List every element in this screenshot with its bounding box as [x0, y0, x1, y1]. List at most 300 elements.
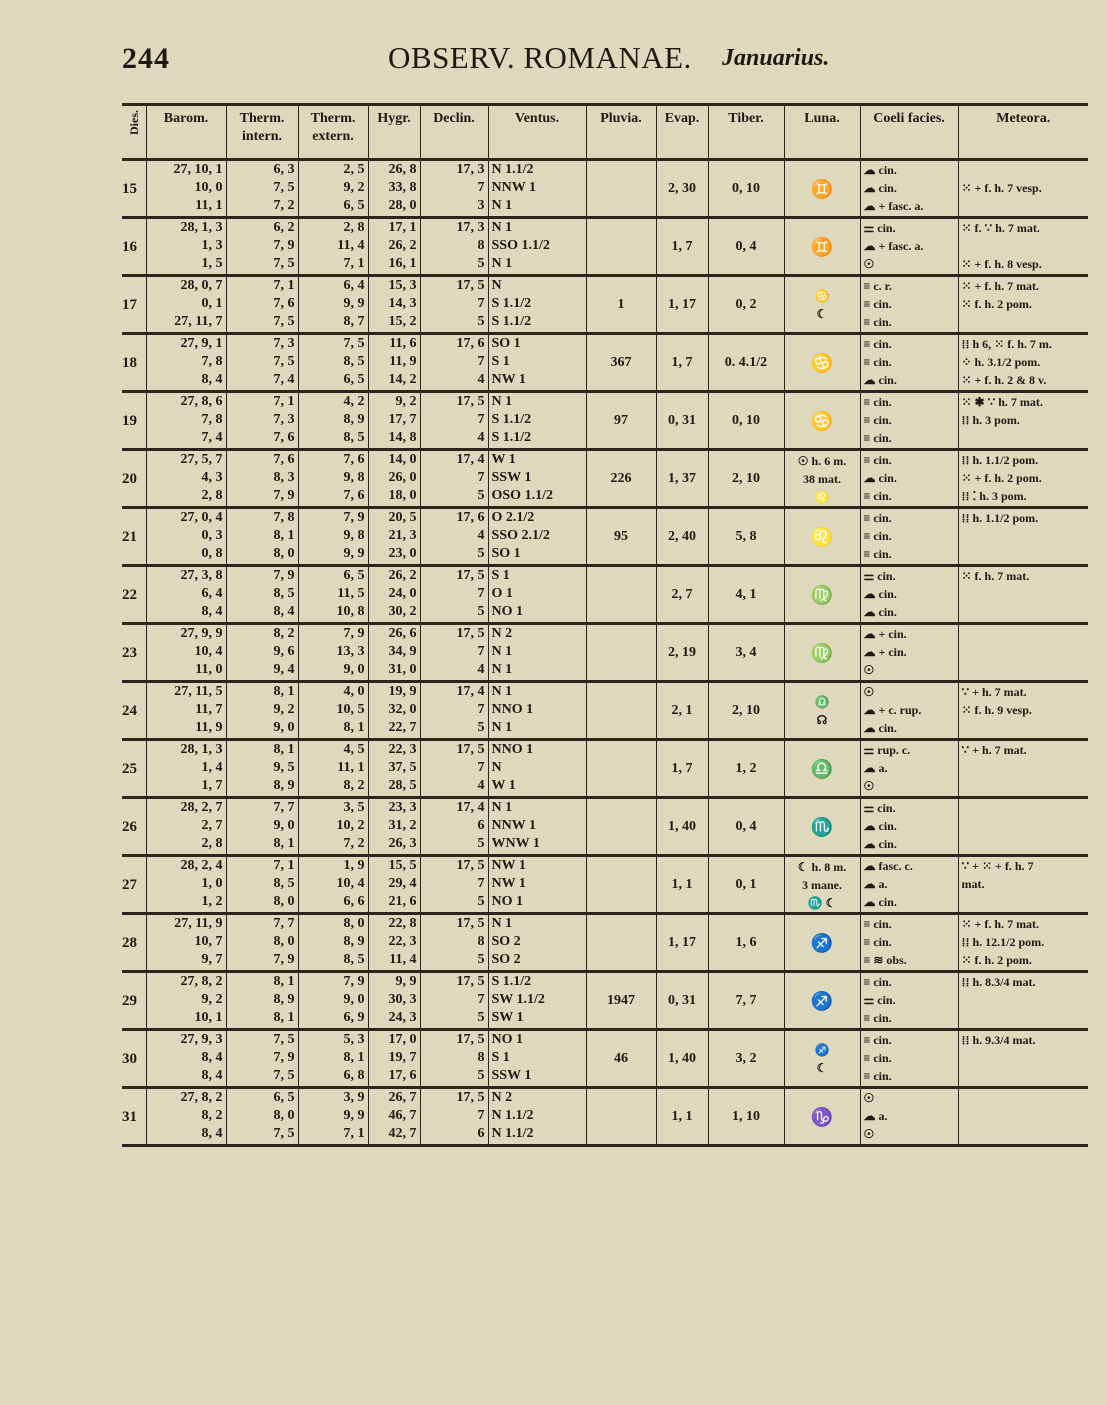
cell-line: 7 — [477, 876, 485, 891]
cell-line: ≡ cin. — [863, 315, 892, 329]
cell-line: 17, 4 — [456, 800, 485, 815]
cell-line: 7, 1 — [343, 1126, 365, 1141]
cell-line: 8, 0 — [273, 934, 295, 949]
cell-line: ⚌ cin. — [863, 993, 896, 1007]
cell-line: 11, 9 — [195, 720, 223, 735]
therm-intern-cell — [226, 276, 298, 334]
declination-cell — [420, 798, 488, 856]
barometer-cell — [146, 682, 226, 740]
wind-cell — [488, 972, 586, 1030]
declination-cell — [420, 392, 488, 450]
therm-extern-cell — [298, 798, 368, 856]
cell-line: ☁ + fasc. a. — [863, 199, 924, 213]
table-row — [122, 450, 1088, 508]
rain-cell — [586, 856, 656, 914]
cell-line: 5 — [477, 836, 485, 851]
cell-line: 1, 5 — [201, 256, 223, 271]
cell-line: 7, 9 — [273, 568, 295, 583]
cell-line: S 1 — [491, 1050, 510, 1065]
cell-line: 17, 3 — [456, 220, 485, 235]
cell-line: N — [491, 760, 502, 775]
tiber-cell: 0, 2 — [708, 276, 784, 334]
cell-line: 7 — [477, 760, 485, 775]
cell-line: ≡ cin. — [863, 1051, 892, 1065]
cell-line: 18, 0 — [388, 488, 417, 503]
table-row — [122, 740, 1088, 798]
cell-line: 38 mat. — [803, 471, 841, 486]
therm-extern-cell — [298, 914, 368, 972]
therm-extern-cell — [298, 392, 368, 450]
rain-cell: 46 — [586, 1030, 656, 1088]
day-cell: 26 — [122, 798, 146, 856]
therm-extern-cell — [298, 276, 368, 334]
barometer-cell — [146, 392, 226, 450]
cell-line: 11, 0 — [195, 662, 223, 677]
table-row — [122, 566, 1088, 624]
evaporation-cell: 1, 17 — [656, 914, 708, 972]
cell-line: ☉ — [863, 1091, 875, 1105]
column-header: Therm. intern. — [226, 105, 298, 160]
cell-line: N — [491, 278, 502, 293]
cell-line: N 1 — [491, 394, 513, 409]
cell-line: 7 — [477, 644, 485, 659]
cell-line: 7, 6 — [343, 452, 365, 467]
meteora-cell — [958, 856, 1088, 914]
cell-line: ☉ h. 6 m. — [797, 453, 847, 468]
cell-line: 26, 0 — [388, 470, 417, 485]
cell-line: ⁞⁞ h. 1.1/2 pom. — [961, 453, 1039, 467]
barometer-cell — [146, 450, 226, 508]
therm-intern-cell — [226, 160, 298, 218]
cell-line: 26, 2 — [388, 238, 417, 253]
cell-line: 17, 5 — [456, 278, 485, 293]
evaporation-cell: 1, 1 — [656, 1088, 708, 1146]
table-row — [122, 392, 1088, 450]
sky-cell — [860, 856, 958, 914]
cell-line: ♊ — [810, 178, 834, 199]
cell-line: 8, 1 — [273, 836, 295, 851]
rain-cell: 367 — [586, 334, 656, 392]
column-header: Declin. — [420, 105, 488, 160]
cell-line: 4 — [477, 430, 485, 445]
cell-line: 10, 2 — [336, 818, 365, 833]
cell-line: N 1 — [491, 684, 513, 699]
moon-cell — [784, 566, 860, 624]
cell-line: ☁ cin. — [863, 819, 897, 833]
hygrometer-cell — [368, 740, 420, 798]
cell-line: ♋ — [810, 352, 834, 373]
cell-line: SW 1.1/2 — [491, 992, 545, 1007]
cell-line: 4 — [477, 372, 485, 387]
cell-line: 8, 1 — [343, 720, 365, 735]
column-header: Therm. extern. — [298, 105, 368, 160]
cell-line: ☁ cin. — [863, 721, 897, 735]
cell-line: 9, 5 — [273, 760, 295, 775]
cell-line: 17, 5 — [456, 626, 485, 641]
column-header: Dies. — [122, 105, 146, 160]
cell-line: 8, 1 — [273, 742, 295, 757]
tiber-cell: 0, 4 — [708, 218, 784, 276]
cell-line: ⁙ + f. h. 8 vesp. — [961, 257, 1042, 271]
meteora-cell — [958, 1088, 1088, 1146]
cell-line: ≡ cin. — [863, 1069, 892, 1083]
therm-extern-cell — [298, 218, 368, 276]
cell-line: 14, 8 — [388, 430, 417, 445]
day-cell: 23 — [122, 624, 146, 682]
wind-cell — [488, 450, 586, 508]
table-body — [122, 160, 1088, 1146]
cell-line: 29, 4 — [388, 876, 417, 891]
rain-cell — [586, 160, 656, 218]
cell-line: N 2 — [491, 1090, 513, 1105]
table-header-row — [122, 105, 1088, 160]
cell-line: 27, 8, 6 — [180, 394, 223, 409]
cell-line: ∵ + h. 7 mat. — [961, 685, 1027, 699]
cell-line: 22, 8 — [388, 916, 417, 931]
cell-line: 2, 5 — [343, 162, 365, 177]
cell-line: N 1 — [491, 256, 513, 271]
day-cell: 22 — [122, 566, 146, 624]
cell-line: ∵ + h. 7 mat. — [961, 743, 1027, 757]
cell-line: 7, 1 — [273, 278, 295, 293]
therm-intern-cell — [226, 856, 298, 914]
cell-line: 8, 5 — [343, 430, 365, 445]
cell-line: NNO 1 — [491, 742, 534, 757]
cell-line: 17, 5 — [456, 1090, 485, 1105]
declination-cell — [420, 450, 488, 508]
cell-line: 27, 10, 1 — [173, 162, 223, 177]
cell-line: 10, 1 — [194, 1010, 223, 1025]
cell-line: 27, 9, 1 — [180, 336, 223, 351]
column-header: Barom. — [146, 105, 226, 160]
cell-line: 27, 0, 4 — [180, 510, 223, 525]
cell-line: 8, 5 — [273, 876, 295, 891]
evaporation-cell: 0, 31 — [656, 972, 708, 1030]
meteora-cell — [958, 218, 1088, 276]
declination-cell — [420, 566, 488, 624]
cell-line: 17, 5 — [456, 568, 485, 583]
cell-line: 6, 5 — [343, 372, 365, 387]
cell-line: ⁙ f. h. 7 mat. — [961, 569, 1030, 583]
cell-line: 7, 7 — [273, 916, 295, 931]
sky-cell — [860, 1030, 958, 1088]
cell-line: 11, 6 — [389, 336, 417, 351]
meteora-cell — [958, 450, 1088, 508]
cell-line: 30, 2 — [388, 604, 417, 619]
moon-cell — [784, 740, 860, 798]
cell-line: 8, 4 — [201, 1050, 223, 1065]
cell-line: N 1 — [491, 220, 513, 235]
meteora-cell — [958, 276, 1088, 334]
hygrometer-cell — [368, 566, 420, 624]
evaporation-cell: 1, 7 — [656, 334, 708, 392]
cell-line: 17, 5 — [456, 742, 485, 757]
cell-line: ⁙ + f. h. 2 pom. — [961, 471, 1042, 485]
hygrometer-cell — [368, 914, 420, 972]
cell-line: 8, 1 — [273, 528, 295, 543]
cell-line: 24, 0 — [388, 586, 417, 601]
cell-line: ♍ — [810, 584, 834, 605]
sky-cell — [860, 972, 958, 1030]
cell-line: SSO 1.1/2 — [491, 238, 550, 253]
cell-line: ⁙ + f. h. 2 & 8 v. — [961, 373, 1047, 387]
cell-line: S 1.1/2 — [491, 314, 532, 329]
table-row — [122, 276, 1088, 334]
cell-line: 8 — [477, 934, 485, 949]
column-header: Evap. — [656, 105, 708, 160]
cell-line: ⚌ rup. c. — [863, 743, 911, 757]
declination-cell — [420, 1030, 488, 1088]
declination-cell — [420, 276, 488, 334]
table-row — [122, 508, 1088, 566]
cell-line: ♍ — [810, 642, 834, 663]
cell-line: 27, 8, 2 — [180, 974, 223, 989]
cell-line: 28, 0, 7 — [180, 278, 223, 293]
cell-line: 1, 9 — [343, 858, 365, 873]
cell-line: ≡ ≋ obs. — [863, 953, 907, 967]
cell-line: ♎ — [810, 758, 834, 779]
cell-line: 7, 5 — [273, 1126, 295, 1141]
cell-line: 9, 9 — [395, 974, 417, 989]
cell-line: ≡ cin. — [863, 935, 892, 949]
cell-line: ♏ — [810, 816, 834, 837]
cell-line: 6 — [477, 1126, 485, 1141]
cell-line: ♌ — [810, 526, 834, 547]
cell-line: ☁ cin. — [863, 163, 897, 177]
hygrometer-cell — [368, 334, 420, 392]
cell-line: 10, 8 — [336, 604, 365, 619]
sky-cell — [860, 218, 958, 276]
cell-line: 9, 0 — [343, 662, 365, 677]
cell-line: 7, 9 — [343, 510, 365, 525]
cell-line: 8, 1 — [343, 1050, 365, 1065]
cell-line: ☾ h. 8 m. — [797, 859, 847, 874]
cell-line: N 1.1/2 — [491, 1126, 534, 1141]
barometer-cell — [146, 856, 226, 914]
cell-line: ⁞⁞ h. 8.3/4 mat. — [961, 975, 1036, 989]
cell-line: 6, 5 — [343, 198, 365, 213]
cell-line: 28, 2, 4 — [180, 858, 223, 873]
page-number: 244 — [122, 42, 170, 75]
therm-intern-cell — [226, 218, 298, 276]
meteora-cell — [958, 392, 1088, 450]
cell-line: 7, 9 — [343, 626, 365, 641]
table-row — [122, 334, 1088, 392]
cell-line: N 2 — [491, 626, 513, 641]
cell-line: ☁ cin. — [863, 587, 897, 601]
cell-line: 9, 8 — [343, 470, 365, 485]
tiber-cell: 4, 1 — [708, 566, 784, 624]
cell-line: 8, 2 — [201, 1108, 223, 1123]
cell-line: 17, 5 — [456, 974, 485, 989]
cell-line: O 2.1/2 — [491, 510, 535, 525]
cell-line: ☁ a. — [863, 1109, 888, 1123]
cell-line: 9, 2 — [395, 394, 417, 409]
hygrometer-cell — [368, 856, 420, 914]
cell-line: 27, 9, 3 — [180, 1032, 223, 1047]
cell-line: NW 1 — [491, 858, 526, 873]
cell-line: ♐ — [810, 932, 834, 953]
day-cell: 28 — [122, 914, 146, 972]
cell-line: 7, 7 — [273, 800, 295, 815]
cell-line: 8, 9 — [343, 412, 365, 427]
cell-line: 7, 5 — [343, 336, 365, 351]
meteora-cell — [958, 914, 1088, 972]
therm-intern-cell — [226, 450, 298, 508]
tiber-cell: 3, 2 — [708, 1030, 784, 1088]
wind-cell — [488, 1088, 586, 1146]
wind-cell — [488, 566, 586, 624]
table-row — [122, 1030, 1088, 1088]
cell-line: 6, 8 — [343, 1068, 365, 1083]
hygrometer-cell — [368, 1030, 420, 1088]
cell-line: 23, 3 — [388, 800, 417, 815]
cell-line: 6, 3 — [273, 162, 295, 177]
cell-line: ☁ cin. — [863, 471, 897, 485]
cell-line: N 1.1/2 — [491, 1108, 534, 1123]
hygrometer-cell — [368, 972, 420, 1030]
cell-line: S 1.1/2 — [491, 974, 532, 989]
cell-line: 27, 8, 2 — [180, 1090, 223, 1105]
cell-line: ⁙ ✱ ∵ h. 7 mat. — [961, 395, 1043, 409]
column-header: Hygr. — [368, 105, 420, 160]
cell-line: 8, 1 — [273, 1010, 295, 1025]
cell-line: 28, 1, 3 — [180, 742, 223, 757]
barometer-cell — [146, 624, 226, 682]
cell-line: S 1.1/2 — [491, 412, 532, 427]
barometer-cell — [146, 740, 226, 798]
column-header: Tiber. — [708, 105, 784, 160]
barometer-cell — [146, 566, 226, 624]
cell-line: 3, 9 — [343, 1090, 365, 1105]
rain-cell: 97 — [586, 392, 656, 450]
therm-extern-cell — [298, 450, 368, 508]
cell-line: 11, 1 — [195, 198, 223, 213]
cell-line: ⁙ + f. h. 7 mat. — [961, 279, 1040, 293]
cell-line: 9, 4 — [273, 662, 295, 677]
cell-line: 6, 6 — [343, 894, 365, 909]
rain-cell: 95 — [586, 508, 656, 566]
cell-line: 28, 2, 7 — [180, 800, 223, 815]
hygrometer-cell — [368, 450, 420, 508]
cell-line: 7, 5 — [273, 180, 295, 195]
cell-line: 17, 7 — [388, 412, 417, 427]
cell-line: 8 — [477, 1050, 485, 1065]
table-row — [122, 972, 1088, 1030]
hygrometer-cell — [368, 624, 420, 682]
cell-line: 0, 1 — [201, 296, 223, 311]
wind-cell — [488, 508, 586, 566]
cell-line: NO 1 — [491, 1032, 523, 1047]
cell-line: 10, 4 — [336, 876, 365, 891]
rain-cell — [586, 740, 656, 798]
declination-cell — [420, 856, 488, 914]
cell-line: 5 — [477, 894, 485, 909]
cell-line: ☁ + c. rup. — [863, 703, 922, 717]
cell-line: 28, 0 — [388, 198, 417, 213]
cell-line: SO 2 — [491, 952, 521, 967]
meteora-cell — [958, 1030, 1088, 1088]
therm-extern-cell — [298, 856, 368, 914]
therm-extern-cell — [298, 972, 368, 1030]
cell-line: 7, 3 — [273, 336, 295, 351]
cell-line: 9, 2 — [343, 180, 365, 195]
sky-cell — [860, 334, 958, 392]
cell-line: ≡ cin. — [863, 413, 892, 427]
cell-line: 26, 8 — [388, 162, 417, 177]
column-header: Meteora. — [958, 105, 1088, 160]
cell-line: SSW 1 — [491, 470, 532, 485]
evaporation-cell: 0, 31 — [656, 392, 708, 450]
cell-line: 9, 7 — [201, 952, 223, 967]
cell-line: 7, 9 — [273, 1050, 295, 1065]
cell-line: ⁞⁞ h. 9.3/4 mat. — [961, 1033, 1036, 1047]
therm-intern-cell — [226, 508, 298, 566]
cell-line: 23, 0 — [388, 546, 417, 561]
cell-line: NW 1 — [491, 876, 526, 891]
cell-line: 7, 1 — [273, 394, 295, 409]
cell-line: 26, 2 — [388, 568, 417, 583]
cell-line: 9, 0 — [273, 818, 295, 833]
cell-line: ⚌ cin. — [863, 569, 896, 583]
cell-line: 1, 4 — [201, 760, 223, 775]
rain-cell — [586, 566, 656, 624]
cell-line: ⚌ cin. — [863, 801, 896, 815]
cell-line: 7, 4 — [201, 430, 223, 445]
cell-line: 8, 5 — [273, 586, 295, 601]
evaporation-cell: 1, 17 — [656, 276, 708, 334]
cell-line: 4, 2 — [343, 394, 365, 409]
cell-line: OSO 1.1/2 — [491, 488, 553, 503]
evaporation-cell: 1, 37 — [656, 450, 708, 508]
table-row — [122, 914, 1088, 972]
cell-line: 5 — [477, 1068, 485, 1083]
cell-line: 7, 9 — [273, 952, 295, 967]
rain-cell — [586, 1088, 656, 1146]
therm-extern-cell — [298, 508, 368, 566]
cell-line: 17, 5 — [456, 394, 485, 409]
cell-line: SW 1 — [491, 1010, 524, 1025]
moon-cell — [784, 450, 860, 508]
sky-cell — [860, 798, 958, 856]
cell-line: 9, 6 — [273, 644, 295, 659]
cell-line: SSW 1 — [491, 1068, 532, 1083]
moon-cell — [784, 392, 860, 450]
cell-line: S 1 — [491, 568, 510, 583]
cell-line: ☁ cin. — [863, 605, 897, 619]
day-cell: 18 — [122, 334, 146, 392]
cell-line: 27, 11, 9 — [174, 916, 223, 931]
cell-line: 7, 9 — [273, 238, 295, 253]
cell-line: 9, 9 — [343, 1108, 365, 1123]
cell-line: 1, 0 — [201, 876, 223, 891]
barometer-cell — [146, 508, 226, 566]
wind-cell — [488, 392, 586, 450]
therm-intern-cell — [226, 798, 298, 856]
cell-line: 8, 0 — [273, 1108, 295, 1123]
declination-cell — [420, 218, 488, 276]
table-row — [122, 798, 1088, 856]
cell-line: 8, 4 — [273, 604, 295, 619]
cell-line: 6, 5 — [343, 568, 365, 583]
cell-line: 5, 3 — [343, 1032, 365, 1047]
day-cell: 30 — [122, 1030, 146, 1088]
cell-line: 17, 6 — [456, 510, 485, 525]
cell-line: 0, 3 — [201, 528, 223, 543]
declination-cell — [420, 740, 488, 798]
therm-extern-cell — [298, 624, 368, 682]
cell-line: 17, 5 — [456, 916, 485, 931]
